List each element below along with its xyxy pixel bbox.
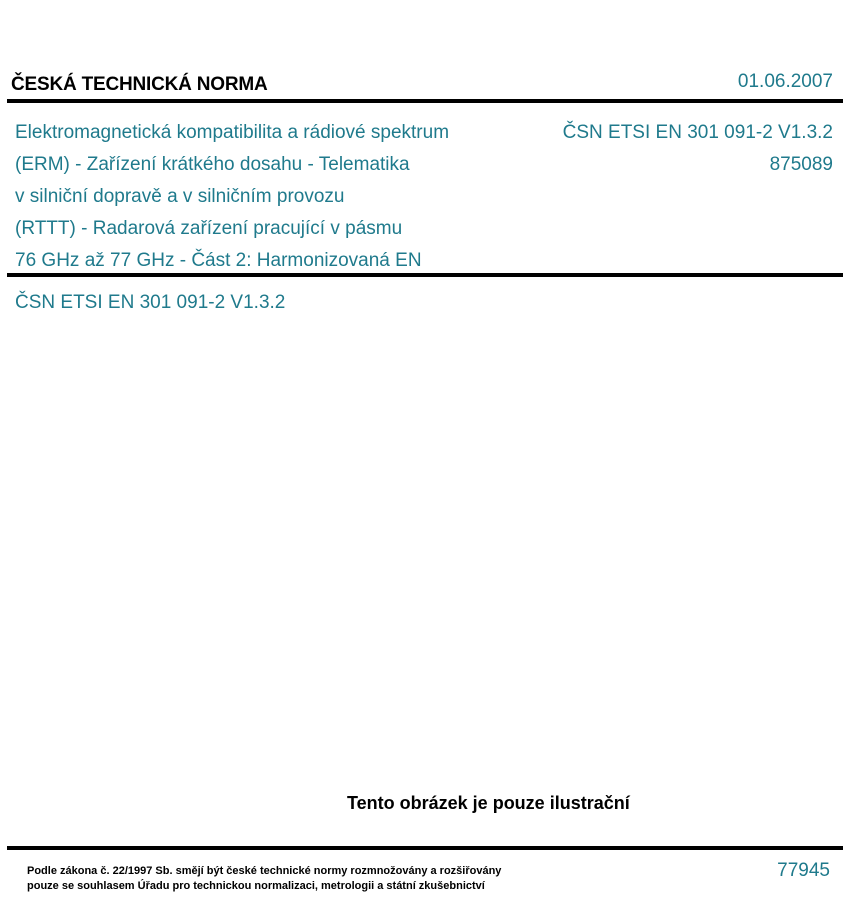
title-line-2: (ERM) - Zařízení krátkého dosahu - Telematika <box>15 154 410 175</box>
publication-date: 01.06.2007 <box>737 71 833 92</box>
standard-code-repeat: ČSN ETSI EN 301 091-2 V1.3.2 <box>15 292 286 313</box>
title-line-4: (RTTT) - Radarová zařízení pracující v pásmu <box>15 218 403 239</box>
title-line-5: 76 GHz až 77 GHz - Část 2: Harmonizovaná EN <box>15 250 422 271</box>
top-divider <box>7 99 843 103</box>
legal-notice <box>27 864 501 894</box>
legal-line-2: pouze se souhlasem Úřadu pro technickou normalizaci, metrologii a státní zkušebnictví <box>27 880 485 892</box>
catalog-number: 875089 <box>769 154 833 175</box>
document-title <box>15 117 449 277</box>
standard-type-heading: ČESKÁ TECHNICKÁ NORMA <box>11 74 268 95</box>
standard-code: ČSN ETSI EN 301 091-2 V1.3.2 <box>562 122 833 143</box>
footer-number: 77945 <box>777 860 830 881</box>
legal-line-1: Podle zákona č. 22/1997 Sb. smějí být české technické normy rozmnožovány a rozšiřovány <box>27 865 502 877</box>
illustration-note: Tento obrázek je pouze ilustrační <box>347 793 630 813</box>
bottom-divider <box>7 846 843 850</box>
middle-divider <box>7 273 843 277</box>
title-line-3: v silniční dopravě a v silničním provozu <box>15 186 345 207</box>
document-identifiers <box>563 117 833 181</box>
title-line-1: Elektromagnetická kompatibilita a rádiové spektrum <box>15 122 450 143</box>
